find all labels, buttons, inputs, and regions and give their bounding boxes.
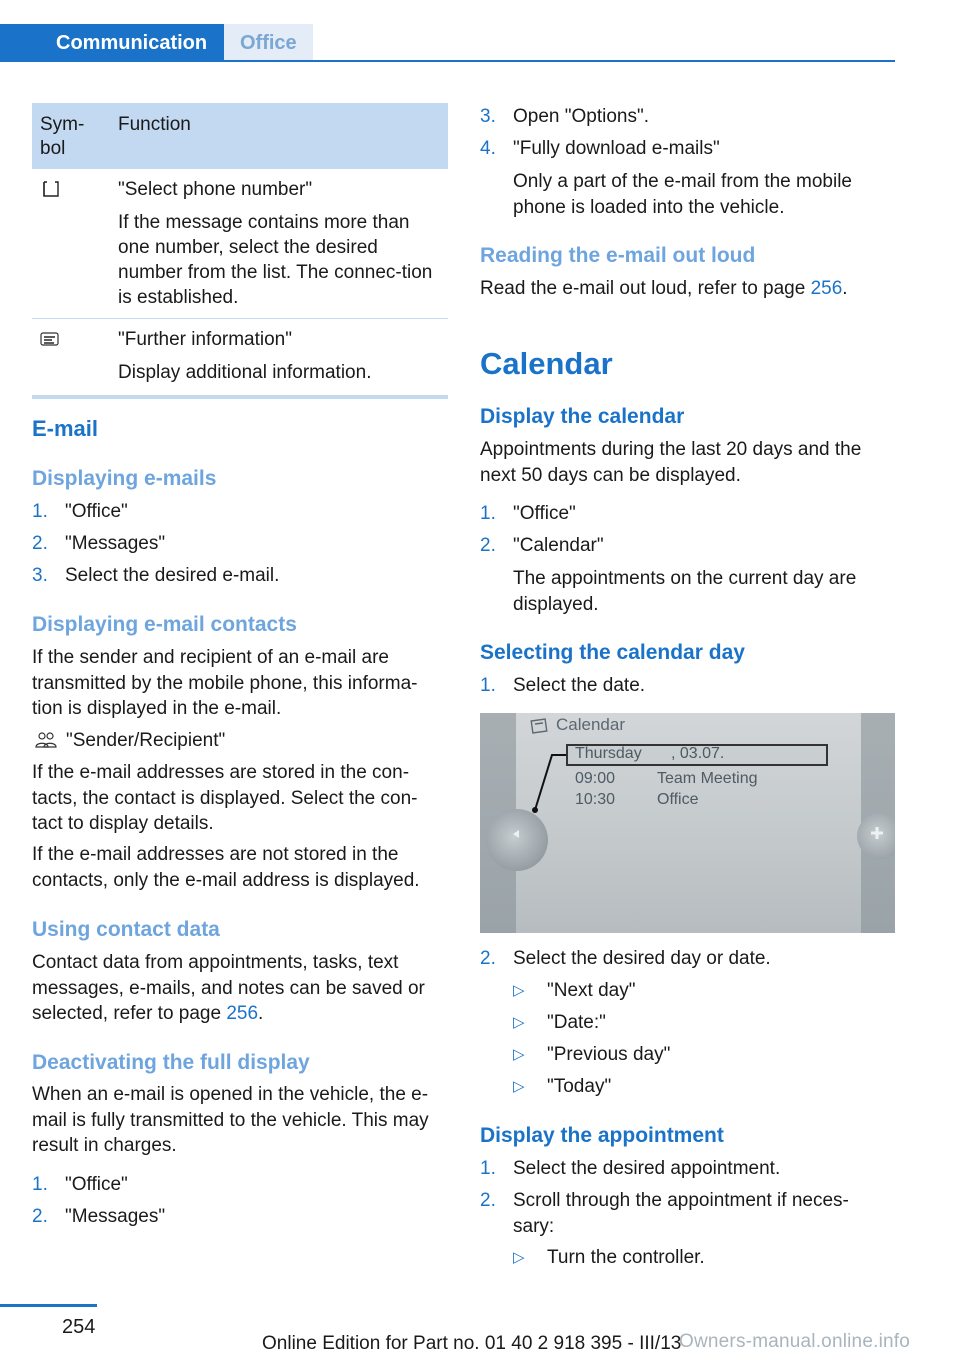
table-row bbox=[32, 169, 448, 319]
heading-display-calendar: Display the calendar bbox=[480, 405, 685, 428]
screen-date: , 03.07. bbox=[671, 745, 725, 762]
heading-display-appointment: Display the appointment bbox=[480, 1124, 724, 1147]
paragraph: If the sender and recipient of an e-mail are transmitted by the mobile phone, this informa-tion is displayed in the e-mail. bbox=[32, 647, 418, 719]
section-heading-calendar: Calendar bbox=[480, 346, 613, 381]
header-underline bbox=[0, 60, 895, 62]
heading-displaying-emails: Displaying e-mails bbox=[32, 467, 217, 490]
list-item: 2. Scroll through the appointment if neces-sary: bbox=[480, 1190, 849, 1237]
heading-email-contacts: Displaying e-mail contacts bbox=[32, 613, 297, 636]
heading-deactivating-full-display: Deactivating the full display bbox=[32, 1051, 310, 1074]
watermark: Owners-manual.online.info bbox=[679, 1331, 911, 1352]
paragraph: Read the e-mail out loud, refer to page 256. bbox=[480, 278, 848, 299]
symbol-table bbox=[32, 103, 448, 399]
screen-day: Thursday bbox=[575, 745, 642, 762]
sender-recipient-label: "Sender/Recipient" bbox=[66, 730, 226, 751]
function-title: "Further information" bbox=[118, 329, 292, 350]
function-desc: Display additional information. bbox=[118, 362, 372, 383]
tab-office[interactable]: Office bbox=[224, 24, 313, 60]
symbol-cell bbox=[32, 319, 118, 395]
screen-entry: Team Meeting bbox=[657, 770, 758, 787]
screen-time: 10:30 bbox=[575, 791, 616, 808]
col-header-symbol: Sym- bol bbox=[40, 114, 85, 159]
contacts-icon bbox=[34, 730, 58, 750]
table-row bbox=[32, 319, 448, 399]
function-desc: If the message contains more than one number, select the desired number from the list. The connec-tion is established. bbox=[118, 212, 433, 308]
paragraph: Contact data from appointments, tasks, text messages, e-mails, and notes can be saved or selected, refer to page 256. bbox=[32, 952, 425, 1024]
function-title: "Select phone number" bbox=[118, 179, 313, 200]
arrow-left-icon bbox=[511, 829, 521, 839]
step-note: Only a part of the e-mail from the mobile phone is loaded into the vehicle. bbox=[513, 171, 852, 218]
section-heading-email: E-mail bbox=[32, 416, 99, 441]
sender-recipient-line bbox=[32, 728, 448, 754]
page-number: 254 bbox=[62, 1316, 96, 1338]
edition-text: Online Edition for Part no. 01 40 2 918 395 - III/13 bbox=[262, 1333, 682, 1354]
page-link[interactable]: 256 bbox=[810, 278, 843, 299]
plus-icon bbox=[870, 826, 884, 840]
heading-reading-email-aloud: Reading the e-mail out loud bbox=[480, 244, 756, 267]
col-header-function: Function bbox=[118, 114, 191, 135]
tab-communication[interactable]: Communication bbox=[0, 24, 224, 62]
paragraph: When an e-mail is opened in the vehicle, the e-mail is fully transmitted to the vehicle. This may result in charges. bbox=[32, 1084, 429, 1156]
step-note: The appointments on the current day are displayed. bbox=[513, 568, 857, 615]
table-header bbox=[32, 103, 448, 169]
screen-title: Calendar bbox=[556, 715, 625, 734]
paragraph: If the e-mail addresses are not stored in the contacts, only the e-mail address is displayed. bbox=[32, 844, 420, 891]
screen-entry: Office bbox=[657, 791, 699, 808]
footer-rule bbox=[0, 1304, 97, 1307]
page-header bbox=[0, 24, 895, 62]
info-icon bbox=[40, 331, 60, 349]
paragraph: Appointments during the last 20 days and the next 50 days can be displayed. bbox=[480, 439, 862, 486]
paragraph: If the e-mail addresses are stored in the con-tacts, the contact is displayed. Select the con-tact to display details. bbox=[32, 762, 418, 834]
heading-selecting-calendar-day: Selecting the calendar day bbox=[480, 641, 745, 664]
symbol-cell bbox=[32, 169, 118, 318]
phone-select-icon bbox=[43, 179, 59, 197]
left-controller-knob bbox=[486, 809, 548, 871]
calendar-screenshot bbox=[480, 713, 895, 933]
page-link[interactable]: 256 bbox=[226, 1003, 259, 1024]
heading-using-contact-data: Using contact data bbox=[32, 918, 220, 941]
screen-time: 09:00 bbox=[575, 770, 616, 787]
